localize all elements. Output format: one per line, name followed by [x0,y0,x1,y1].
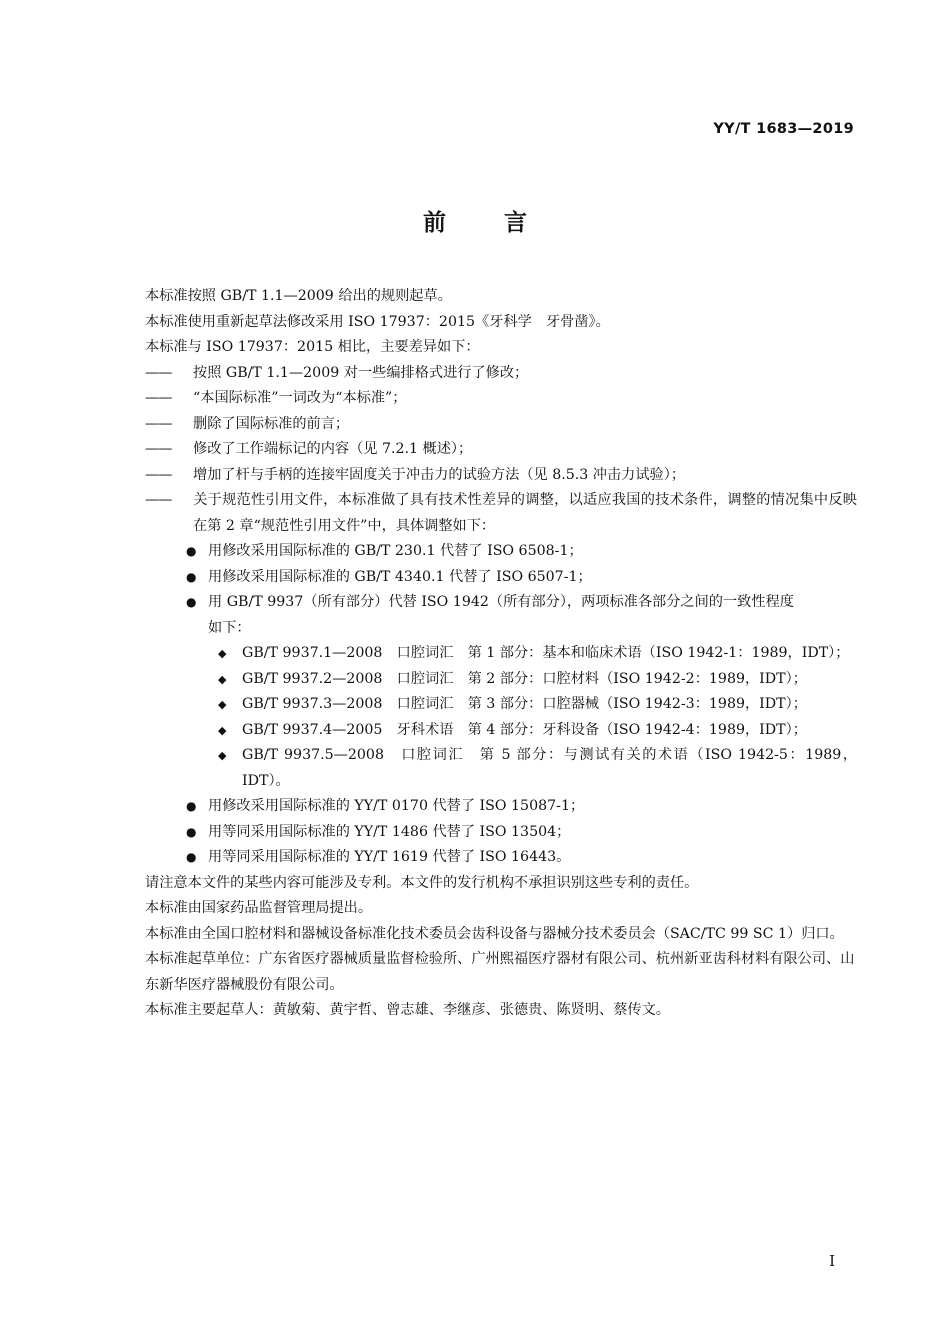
foreword-body [145,284,857,1024]
difference-item-5 [145,463,857,489]
reference-bullet-3 [145,590,857,616]
bullet-icon: ● [186,569,197,584]
difference-text: 按照 GB/T 1.1—2009 对一些编排格式进行了修改； [193,364,529,381]
sub-reference-item-5 [145,743,857,794]
sub-reference-text: GB/T 9937.1—2008 口腔词汇 第 1 部分：基本和临床术语（ISO 1942-1：1989，IDT）； [242,645,850,661]
sub-reference-item-1 [145,641,857,667]
drafters: 本标准主要起草人：黄敏菊、黄宇哲、曾志雄、李继彦、张德贵、陈贤明、蔡传文。 [145,1002,670,1018]
difference-text: “本国际标准”一词改为“本标准”； [193,390,407,406]
bullet-text: 用修改采用国际标准的 GB/T 4340.1 代替了 ISO 6507-1； [208,568,592,585]
page-title: 前言 [423,210,585,236]
sub-reference-text: GB/T 9937.2—2008 口腔词汇 第 2 部分：口腔材料（ISO 1942-2：1989，IDT）； [242,670,807,687]
difference-item-3 [145,412,857,438]
sub-reference-item-4 [145,718,857,744]
bullet-continuation: 如下： [208,619,251,636]
sub-reference-text: GB/T 9937.3—2008 口腔词汇 第 3 部分：口腔器械（ISO 1942-3：1989，IDT）； [242,696,807,712]
reference-bullet-2 [145,565,857,591]
document-number: YY/T 1683—2019 [713,121,854,137]
diamond-icon: ◆ [218,723,227,737]
diamond-icon: ◆ [218,647,227,660]
intro-paragraph-2: 本标准使用重新起草法修改采用 ISO 17937：2015《牙科学 牙骨凿》。 [145,313,610,330]
dash-mark: —— [145,466,172,483]
sub-reference-text: GB/T 9937.5—2008 口腔词汇 第 5 部分：与测试有关的术语（ISO 1942-5：1989，IDT）。 [242,747,857,789]
diamond-icon: ◆ [218,698,227,711]
difference-item-2 [145,386,857,412]
intro-paragraph-3: 本标准与 ISO 17937：2015 相比，主要差异如下： [145,339,480,355]
difference-text: 关于规范性引用文件，本标准做了具有技术性差异的调整，以适应我国的技术条件，调整的情况集中反映在第 2 章“规范性引用文件”中，具体调整如下： [193,492,857,534]
bullet-text: 用 GB/T 9937（所有部分）代替 ISO 1942（所有部分），两项标准各部分之间的一致性程度 [208,594,794,610]
proposer-statement: 本标准由国家药品监督管理局提出。 [145,900,373,916]
intro-paragraph-1: 本标准按照 GB/T 1.1—2009 给出的规则起草。 [145,288,452,304]
bullet-text: 用等同采用国际标准的 YY/T 1619 代替了 ISO 16443。 [208,849,571,865]
page-number: I [829,1252,835,1270]
bullet-icon: ● [186,544,197,558]
dash-mark: —— [145,415,172,432]
reference-bullet-4 [145,794,857,820]
patent-notice: 请注意本文件的某些内容可能涉及专利。本文件的发行机构不承担识别这些专利的责任。 [145,874,699,891]
sub-reference-item-2 [145,667,857,693]
dash-mark: —— [145,364,172,381]
reference-bullet-6 [145,845,857,871]
difference-item-1 [145,361,857,387]
bullet-icon: ● [186,850,197,864]
bullet-text: 用修改采用国际标准的 GB/T 230.1 代替了 ISO 6508-1； [208,543,583,559]
drafting-units: 本标准起草单位：广东省医疗器械质量监督检验所、广州熙福医疗器材有限公司、杭州新亚齿科材料有限公司、山东新华医疗器械股份有限公司。 [145,951,855,993]
difference-item-6 [145,488,857,539]
diamond-icon: ◆ [218,672,227,686]
bullet-icon: ● [186,824,197,839]
diamond-icon: ◆ [218,749,227,762]
difference-item-4 [145,437,857,463]
reference-bullet-5 [145,820,857,846]
bullet-icon: ● [186,595,197,609]
bullet-icon: ● [186,799,197,813]
dash-mark: —— [145,441,172,457]
sub-reference-item-3 [145,692,857,718]
difference-text: 修改了工作端标记的内容（见 7.2.1 概述）； [193,441,473,457]
sub-reference-text: GB/T 9937.4—2005 牙科术语 第 4 部分：牙科设备（ISO 1942-4：1989，IDT）； [242,721,807,738]
dash-mark: —— [145,492,172,508]
committee-statement: 本标准由全国口腔材料和器械设备标准化技术委员会齿科设备与器械分技术委员会（SAC/TC 99 SC 1）归口。 [145,925,844,942]
dash-mark: —— [145,390,172,406]
reference-bullet-1 [145,539,857,565]
bullet-text: 用等同采用国际标准的 YY/T 1486 代替了 ISO 13504； [208,823,571,840]
difference-text: 增加了杆与手柄的连接牢固度关于冲击力的试验方法（见 8.5.3 冲击力试验）； [193,466,686,483]
difference-text: 删除了国际标准的前言； [193,415,350,432]
bullet-text: 用修改采用国际标准的 YY/T 0170 代替了 ISO 15087-1； [208,798,585,814]
